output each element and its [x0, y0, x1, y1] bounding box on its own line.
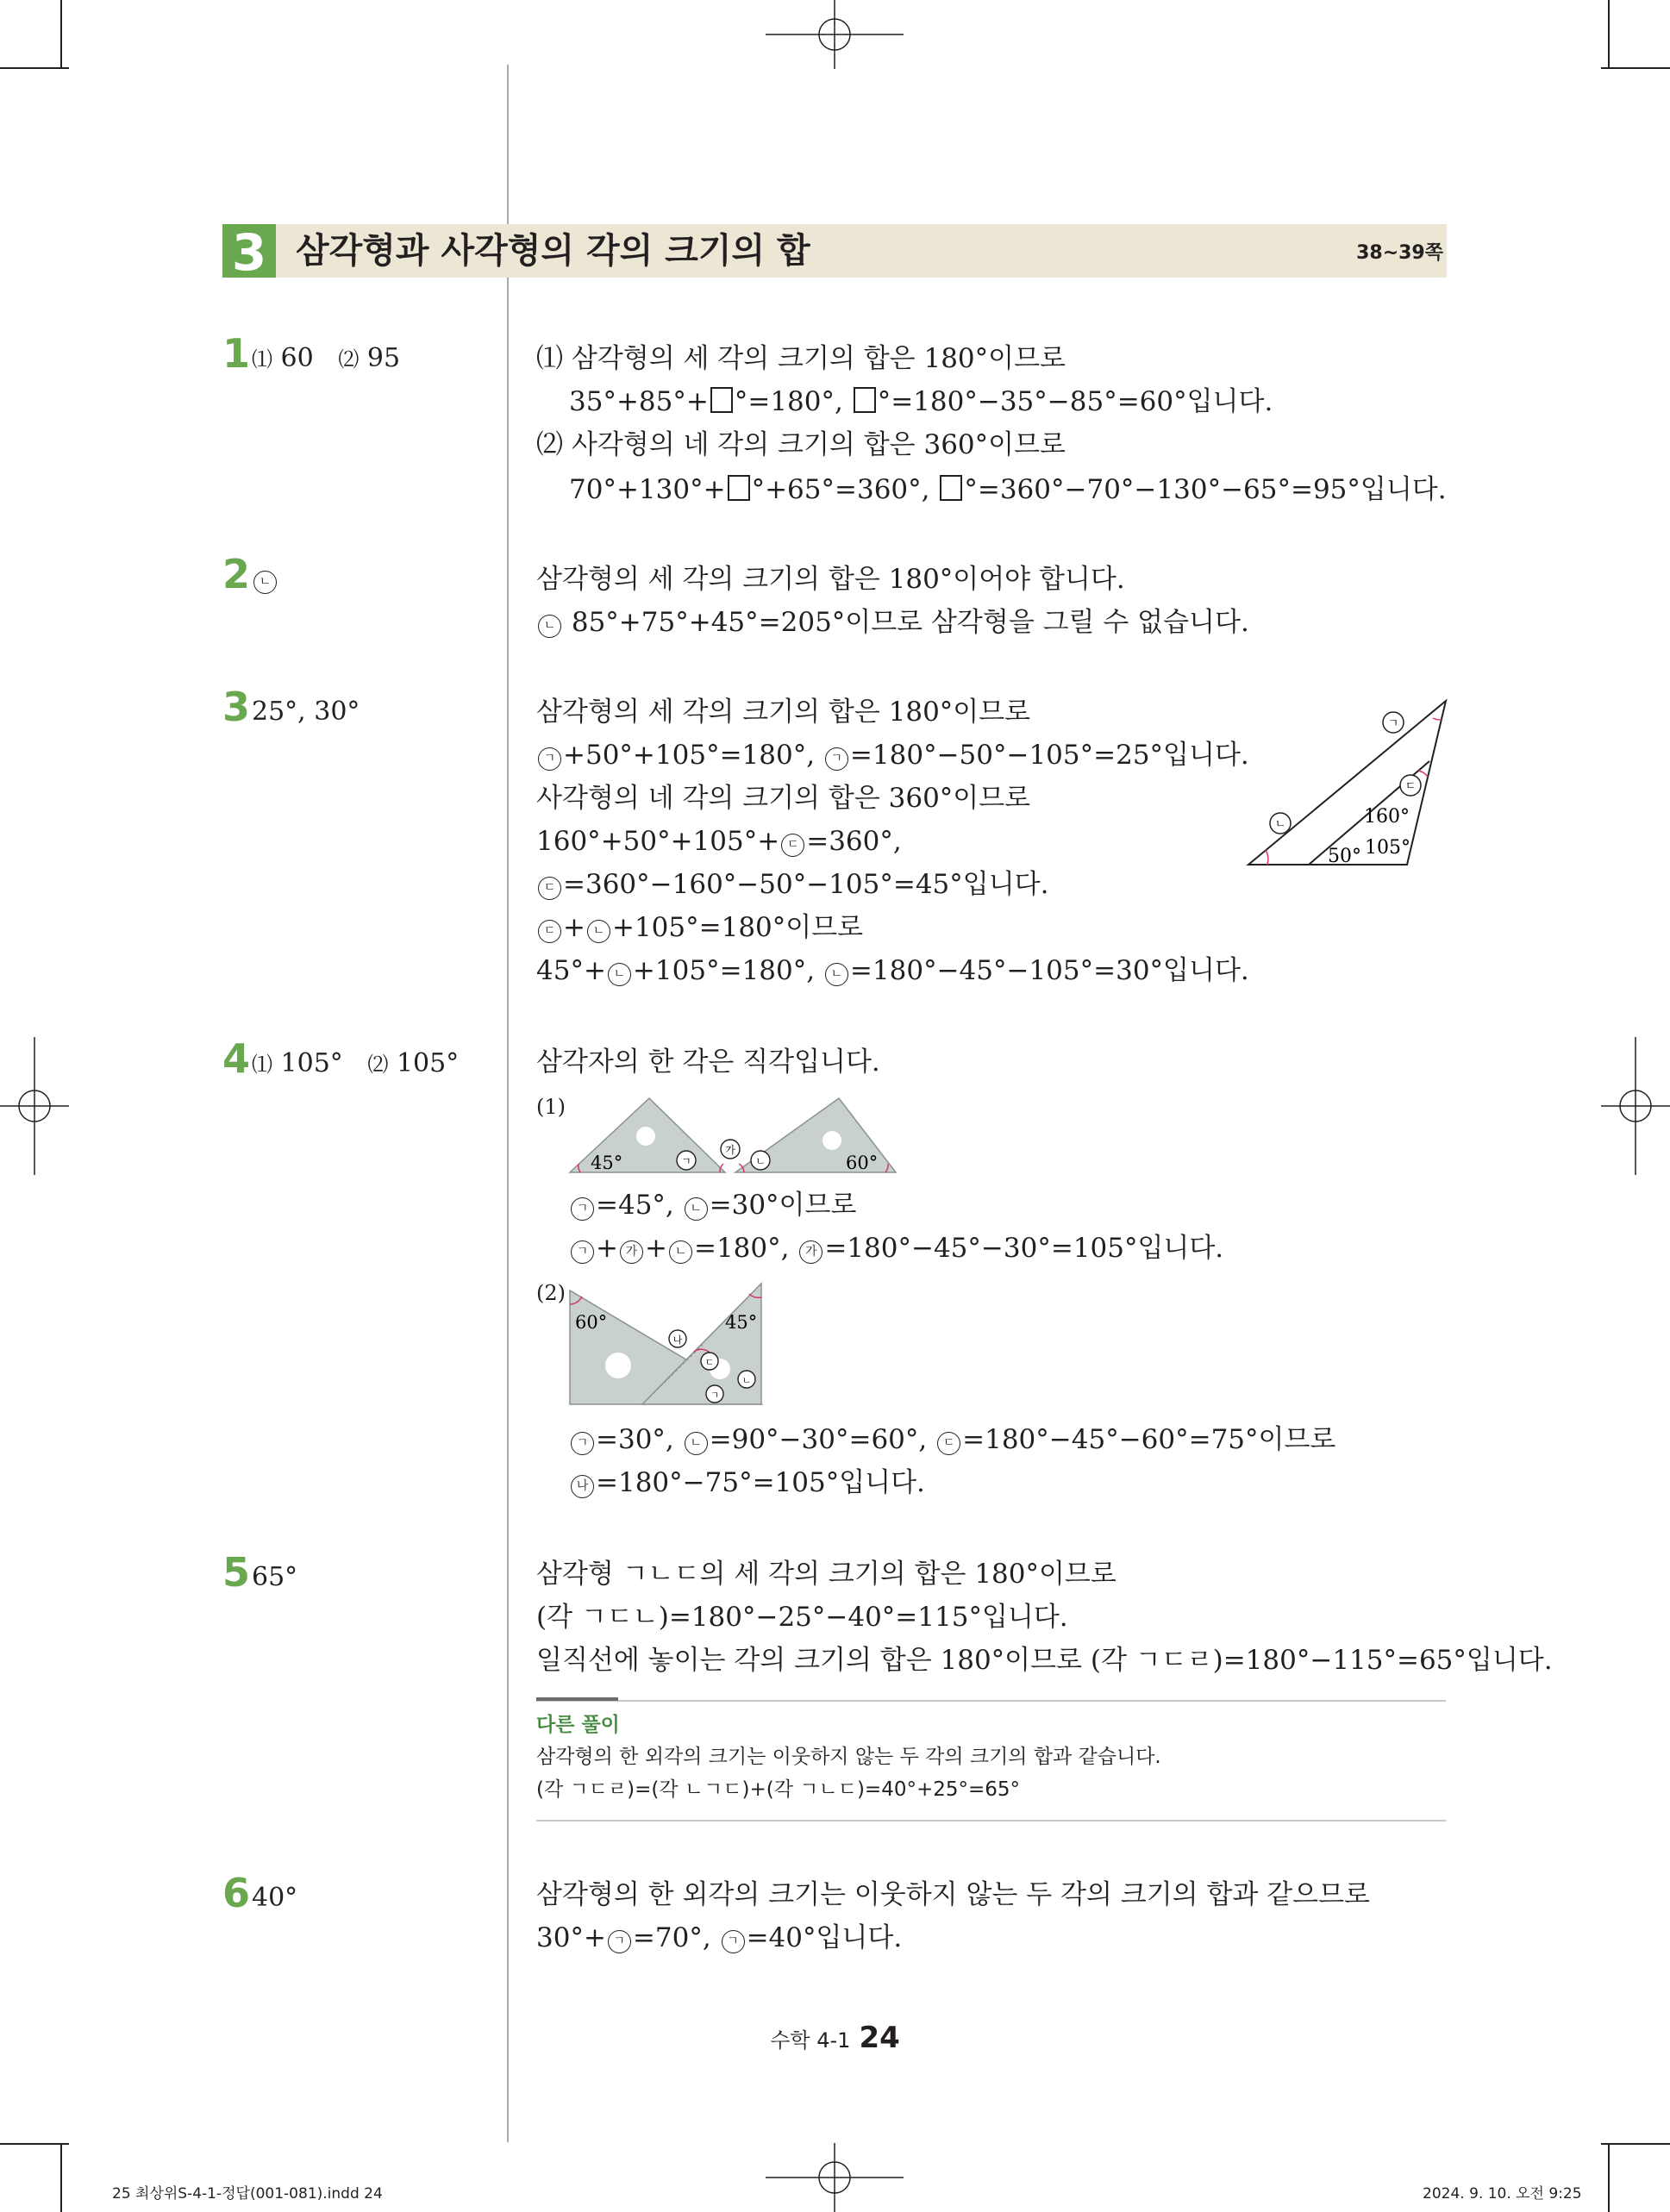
angle-mark	[738, 1371, 755, 1388]
question-number: 2	[222, 551, 251, 597]
set-squares-figure-1	[565, 1093, 910, 1178]
answer: ⑴ 105° ⑵ 105°	[252, 1048, 460, 1078]
svg-text:나: 나	[672, 1334, 683, 1346]
svg-text:ㄴ: ㄴ	[755, 1155, 766, 1167]
angle-label: 60°	[575, 1312, 608, 1333]
question-number: 1	[222, 330, 251, 377]
divider-accent	[536, 1697, 618, 1701]
angle-mark	[706, 1385, 723, 1403]
solution-line: 삼각형 ㄱㄴㄷ의 세 각의 크기의 합은 180°이므로	[536, 1559, 1116, 1590]
solution-line: 사각형의 네 각의 크기의 합은 360°이므로	[536, 783, 1031, 814]
svg-text:ㄱ: ㄱ	[681, 1155, 691, 1167]
page-footer: 수학 4-1 24	[770, 2021, 900, 2055]
solution-line: ㄴ 85°+75°+45°=205°이므로 삼각형을 그릴 수 없습니다.	[536, 603, 1249, 641]
blank-box	[710, 387, 733, 413]
page-range: 38~39쪽	[1356, 242, 1443, 264]
solution-line: 45°+ ㄴ +105°=180°, ㄴ =180°−45°−105°=30°입니다.	[536, 955, 1249, 986]
divider-line	[536, 1700, 1446, 1702]
answer: 25°, 30°	[252, 697, 360, 727]
solution-line: ㄱ =45°, ㄴ =30°이므로	[569, 1186, 856, 1224]
solution-line: ⑴ 삼각형의 세 각의 크기의 합은 180°이므로	[536, 343, 1066, 374]
svg-text:가: 가	[725, 1144, 735, 1156]
angle-mark-c	[1400, 775, 1421, 796]
angle-mark	[721, 1140, 740, 1159]
answer: ㄴ	[252, 557, 278, 602]
solution-line: 30°+ ㄱ =70°, ㄱ =40°입니다.	[536, 1922, 903, 1953]
section-number-badge: 3	[222, 224, 276, 278]
blank-box	[854, 387, 876, 413]
registration-mark-top	[766, 0, 904, 69]
solution-line: 70°+130°+ °+65°=360°, °=360°−70°−130°−65°=95°입니다.	[569, 474, 1447, 505]
angle-label: 45°	[725, 1312, 758, 1333]
angle-label: 50°	[1328, 846, 1361, 867]
section-title: 삼각형과 사각형의 각의 크기의 합	[296, 231, 810, 271]
angle-label: 105°	[1365, 837, 1410, 859]
blank-box	[940, 475, 962, 501]
angle-mark	[701, 1353, 718, 1370]
registration-mark-left	[0, 1037, 69, 1175]
solution-line: ㄷ =360°−160°−50°−105°=45°입니다.	[536, 865, 1048, 903]
page-number: 24	[859, 2021, 900, 2055]
svg-text:ㄴ: ㄴ	[1274, 818, 1286, 831]
solution-line: ㄱ +50°+105°=180°, ㄱ =180°−50°−105°=25°입니다.	[536, 736, 1249, 774]
part-label: (1)	[536, 1095, 566, 1119]
answer: ⑴ 60 ⑵ 95	[252, 343, 401, 373]
alternative-solution-line: (각 ㄱㄷㄹ)=(각 ㄴㄱㄷ)+(각 ㄱㄴㄷ)=40°+25°=65°	[536, 1778, 1021, 1801]
angle-mark	[677, 1151, 696, 1170]
set-squares-figure-2	[565, 1280, 772, 1409]
answer: 65°	[252, 1562, 298, 1592]
solution-line: ㄱ =30°, ㄴ =90°−30°=60°, ㄷ =180°−45°−60°=75°이므로	[569, 1421, 1335, 1459]
svg-text:ㄷ: ㄷ	[1404, 780, 1417, 793]
file-slug: 25 최상위S-4-1-정답(001-081).indd 24	[112, 2185, 383, 2203]
angle-label: 60°	[846, 1153, 879, 1173]
angle-label: 160°	[1364, 806, 1410, 828]
question-number: 6	[222, 1870, 251, 1916]
solution-line: 나 =180°−75°=105°입니다.	[569, 1464, 925, 1502]
triangle-figure	[1242, 694, 1457, 875]
solution-line: (각 ㄱㄷㄴ)=180°−25°−40°=115°입니다.	[536, 1602, 1068, 1633]
solution-line: 35°+85°+ °=180°, °=180°−35°−85°=60°입니다.	[569, 386, 1273, 417]
alternative-solution-title: 다른 풀이	[536, 1714, 620, 1736]
solution-line: 삼각형의 한 외각의 크기는 이웃하지 않는 두 각의 크기의 합과 같으므로	[536, 1879, 1370, 1910]
solution-line: 160°+50°+105°+ ㄷ =360°,	[536, 826, 902, 857]
part-label: (2)	[536, 1281, 566, 1305]
angle-mark-b	[1270, 813, 1291, 834]
solution-line: ⑵ 사각형의 네 각의 크기의 합은 360°이므로	[536, 429, 1066, 460]
svg-text:ㄴ: ㄴ	[741, 1375, 752, 1386]
divider-line	[536, 1820, 1446, 1821]
question-number: 4	[222, 1035, 251, 1082]
solution-line: ㄷ + ㄴ +105°=180°이므로	[536, 909, 863, 947]
angle-mark	[751, 1151, 770, 1170]
angle-mark-a	[1383, 712, 1404, 733]
svg-text:ㄷ: ㄷ	[704, 1357, 715, 1368]
svg-text:ㄱ: ㄱ	[710, 1390, 720, 1401]
solution-line: ㄱ + 가 + ㄴ =180°, 가 =180°−45°−30°=105°입니다.	[569, 1229, 1223, 1267]
column-divider	[507, 65, 509, 2142]
angle-mark	[669, 1330, 686, 1347]
alternative-solution-line: 삼각형의 한 외각의 크기는 이웃하지 않는 두 각의 크기의 합과 같습니다.	[536, 1746, 1161, 1768]
question-number: 3	[222, 684, 251, 730]
registration-mark-bottom	[766, 2143, 904, 2212]
answer: 40°	[252, 1883, 298, 1913]
solution-line: 삼각형의 세 각의 크기의 합은 180°이어야 합니다.	[536, 564, 1125, 595]
solution-line: 일직선에 놓이는 각의 크기의 합은 180°이므로 (각 ㄱㄷㄹ)=180°−115°=65°입니다.	[536, 1645, 1553, 1676]
svg-text:ㄱ: ㄱ	[1387, 717, 1399, 730]
angle-label: 45°	[591, 1153, 623, 1173]
question-number: 5	[222, 1549, 251, 1596]
blank-box	[728, 475, 750, 501]
date-slug: 2024. 9. 10. 오전 9:25	[1423, 2185, 1582, 2203]
registration-mark-right	[1601, 1037, 1670, 1175]
solution-line: 삼각자의 한 각은 직각입니다.	[536, 1047, 880, 1078]
solution-line: 삼각형의 세 각의 크기의 합은 180°이므로	[536, 697, 1031, 728]
